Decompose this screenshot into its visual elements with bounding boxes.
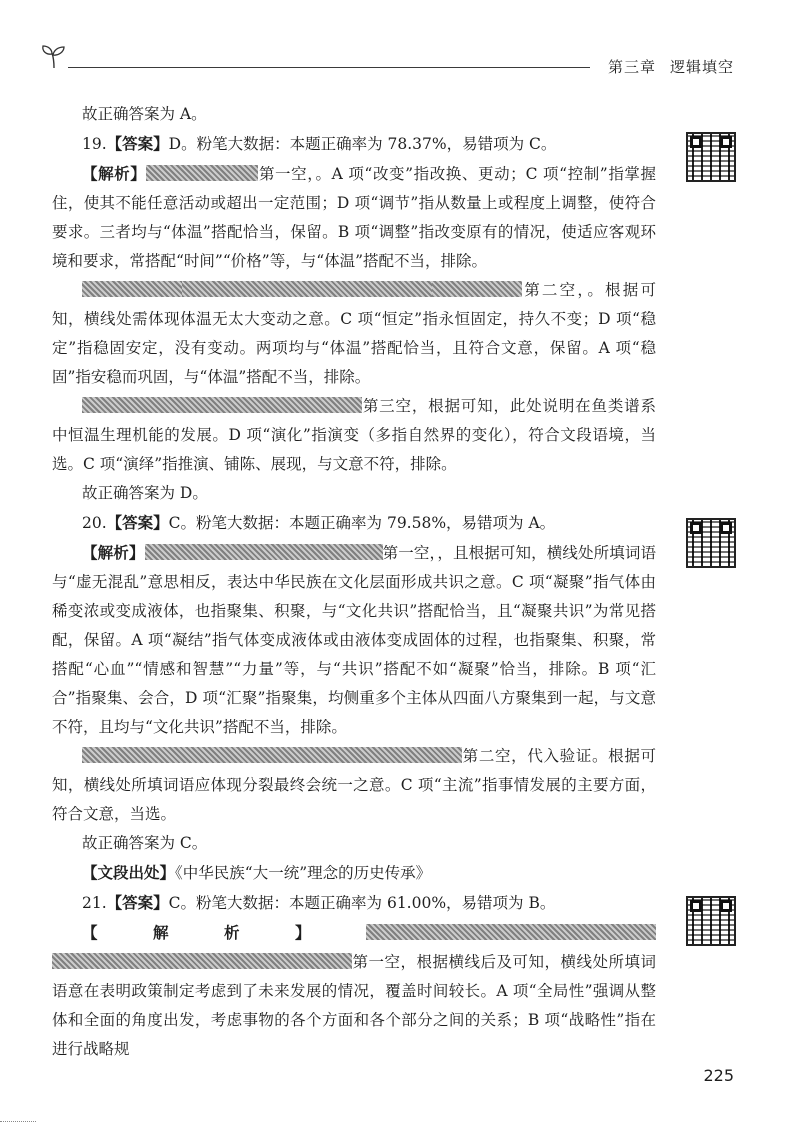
q19-analysis-label: 【解析】 (82, 164, 147, 183)
redacted-text (182, 281, 432, 297)
page-body (52, 100, 656, 1064)
redacted-text (275, 544, 383, 560)
q20-analysis (52, 538, 656, 742)
redacted-text (82, 281, 182, 297)
q19-analysis (52, 159, 656, 276)
redacted-text (146, 165, 258, 181)
q21-analysis-label: 【解析】 (82, 923, 366, 942)
q20-source (52, 858, 656, 888)
qr-code-q19[interactable] (686, 132, 736, 182)
q19-analysis-text: 第一空，。A 项“改变”指改换、更动；C 项“控制”指掌握住，使其不能任意活动或超出一定范围；D 项“调节”指从数量上或程度上调整，使符合要求。三者均与“体温”搭配恰当，保留。B 项“调整”指改变原有的情况，使适应客观环境和要求，常搭配“时间”“价格”等，与“体温”搭配不当，排除。 (52, 165, 656, 270)
conclusion-18: 故正确答案为 A。 (82, 105, 207, 123)
redacted-text (366, 924, 656, 940)
q19-number: 19. (82, 135, 107, 153)
q19-blank2-text: 第二空，。根据可知，横线处需体现体温无太大变动之意。C 项“恒定”指永恒固定，持久不变；D 项“稳定”指稳固安定，没有变动。两项均与“体温”搭配恰当，且符合文意，保留。A 项“稳固”指安稳而巩固，与“体温”搭配不当，排除。 (52, 281, 656, 386)
redacted-text (82, 397, 362, 413)
q19-blank2 (52, 276, 656, 392)
redacted-text (82, 747, 462, 763)
edge-divider (0, 1121, 36, 1122)
chapter-title (608, 56, 734, 77)
q20-source-label: 【文段出处】 (82, 863, 176, 882)
q20-number: 20. (82, 514, 107, 532)
q21-analysis (52, 918, 656, 1064)
q19-conclusion: 故正确答案为 D。 (82, 484, 208, 502)
q20-conclusion: 故正确答案为 C。 (82, 834, 208, 852)
q19-answer-text: D。粉笔大数据：本题正确率为 78.37%，易错项为 C。 (168, 135, 557, 153)
page-header (0, 0, 800, 80)
q20-analysis-label: 【解析】 (82, 543, 145, 562)
chapter-number: 第三章 (607, 58, 656, 76)
qr-code-q20[interactable] (686, 518, 736, 568)
q21-answer-text: C。粉笔大数据：本题正确率为 61.00%，易错项为 B。 (168, 894, 556, 912)
q20-blank2-text: 第二空，代入验证。根据可知，横线处所填词语应体现分裂最终会统一之意。C 项“主流”指事情发展的主要方面，符合文意，当选。 (52, 747, 656, 823)
q20-answer-label: 【答案】 (106, 513, 169, 532)
q21-number: 21. (82, 894, 107, 912)
q19-blank3 (52, 392, 656, 479)
q20-analysis-text: 第一空，，且根据可知，横线处所填词语与“虚无混乱”意思相反，表达中华民族在文化层面形成共识之意。C 项“凝聚”指气体由稀变浓或变成液体，也指聚集、积聚，与“文化共识”搭配恰当，且“凝聚共识”为常见搭配，保留。A 项“凝结”指气体变成液体或由液体变成固体的过程，也指聚集、积聚，常搭配“心血”“情感和智慧”“力量”等，与“共识”搭配不如“凝聚”恰当，排除。B 项“汇合”指聚集、会合，D 项“汇聚”指聚集，均侧重多个主体从四面八方聚集到一起，与文意不符，且均与“文化共识”搭配不当，排除。 (52, 544, 656, 736)
q21-analysis-text: 第一空，根据横线后及可知，横线处所填词语意在表明政策制定考虑到了未来发展的情况，覆盖时间较长。A 项“全局性”强调从整体和全面的角度出发，考虑事物的各个方面和各个部分之间的关系；B 项“战略性”指在进行战略规 (52, 953, 656, 1058)
q21-answer (52, 888, 656, 918)
qr-code-q21[interactable] (686, 896, 736, 946)
q20-source-text: 《中华民族“大一统”理念的历史传承》 (175, 864, 432, 882)
header-rule (68, 67, 590, 68)
q20-answer-text: C。粉笔大数据：本题正确率为 79.58%，易错项为 A。 (168, 514, 556, 532)
section-name: 逻辑填空 (669, 58, 734, 76)
q19-answer (52, 129, 656, 159)
sprout-icon (40, 44, 68, 70)
redacted-text (432, 281, 522, 297)
redacted-text (52, 953, 352, 969)
page-number: 225 (703, 1066, 734, 1085)
q19-blank3-text: 第三空，根据可知，此处说明在鱼类谱系中恒温生理机能的发展。D 项“演化”指演变（多指自然界的变化），符合文段语境，当选。C 项“演绎”指推演、铺陈、展现，与文意不符，排除。 (52, 397, 656, 473)
q20-blank2 (52, 742, 656, 829)
redacted-text (145, 544, 275, 560)
q20-answer (52, 508, 656, 538)
q21-answer-label: 【答案】 (106, 893, 169, 912)
q19-answer-label: 【答案】 (106, 134, 169, 153)
